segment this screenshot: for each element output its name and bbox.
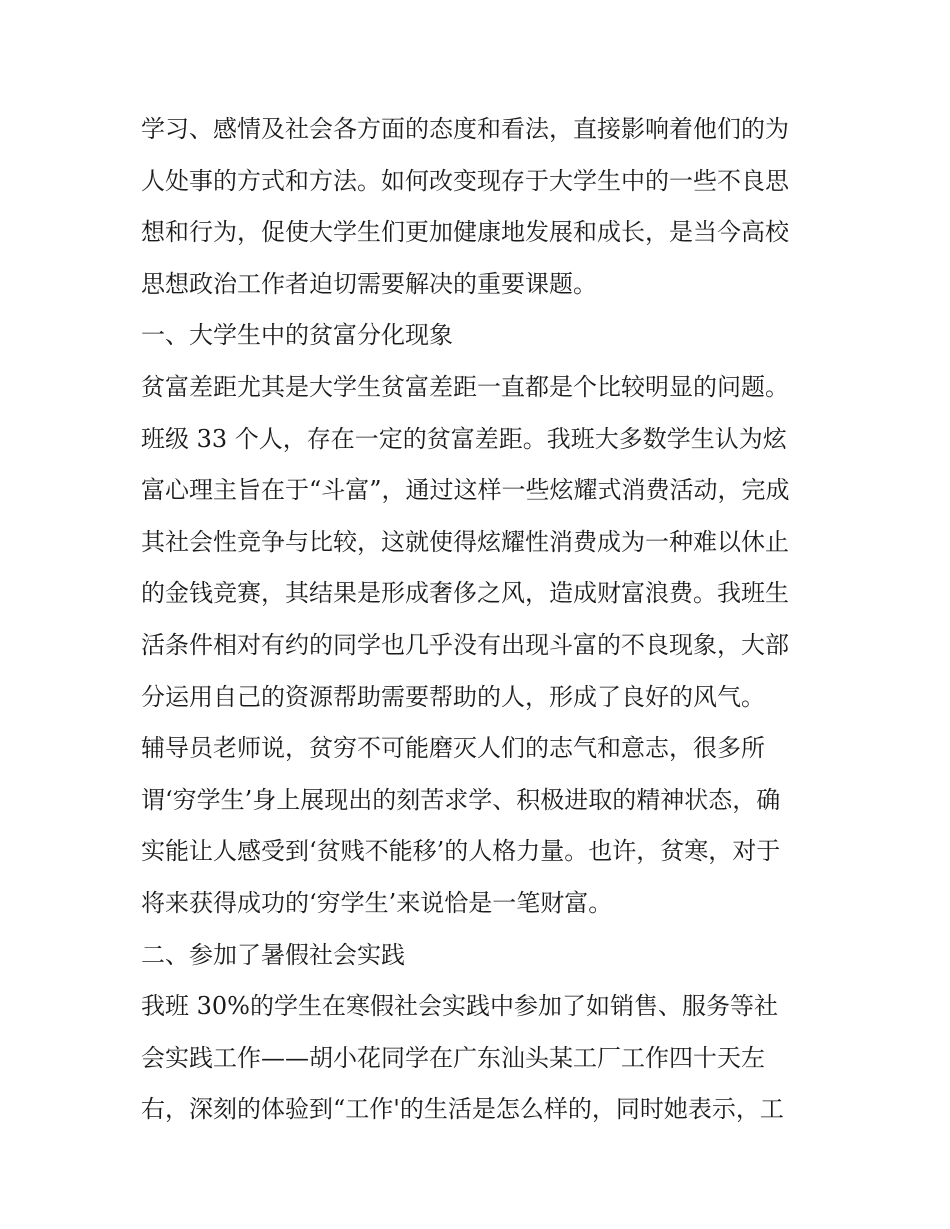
text-line: 富心理主旨在于“斗富”，通过这样一些炫耀式消费活动，完成 <box>141 476 790 505</box>
text-line: 想和行为，促使大学生们更加健康地发展和成长，是当今高校 <box>141 218 789 247</box>
document-body <box>141 104 821 1136</box>
text-line: 活条件相对有约的同学也几乎没有出现斗富的不良现象，大部 <box>141 630 789 659</box>
text-line: 将来获得成功的‘穷学生’来说恰是一笔财富。 <box>141 888 613 917</box>
text-line: 学习、感情及社会各方面的态度和看法，直接影响着他们的为 <box>141 115 789 143</box>
text-line: 贫富差距尤其是大学生贫富差距一直都是个比较明显的问题。 <box>141 372 789 401</box>
section-heading: 一、大学生中的贫富分化现象 <box>141 321 453 350</box>
text-line: 其社会性竞争与比较，这就使得炫耀性消费成为一种难以休止 <box>141 527 789 556</box>
text-line: 实能让人感受到‘贫贱不能移’的人格力量。也许，贫寒，对于 <box>141 837 781 866</box>
text-line: 人处事的方式和方法。如何改变现存于大学生中的一些不良思 <box>141 166 789 195</box>
text-line: 辅导员老师说，贫穷不可能磨灭人们的志气和意志，很多所 <box>141 734 765 763</box>
section-heading: 二、参加了暑假社会实践 <box>141 940 405 969</box>
text-line: 会实践工作——胡小花同学在广东汕头某工厂工作四十天左 <box>141 1043 765 1072</box>
text-line: 思想政治工作者迫切需要解决的重要课题。 <box>141 269 597 298</box>
text-line: 右，深刻的体验到“工作'的生活是怎么样的，同时她表示，工 <box>141 1095 784 1124</box>
text-line: 谓‘穷学生’身上展现出的刻苦求学、积极进取的精神状态，确 <box>141 785 781 814</box>
text-line: 班级 33 个人，存在一定的贫富差距。我班大多数学生认为炫 <box>141 424 787 453</box>
text-line: 的金钱竞赛，其结果是形成奢侈之风，造成财富浪费。我班生 <box>141 579 789 608</box>
text-line: 分运用自己的资源帮助需要帮助的人，形成了良好的风气。 <box>141 682 765 711</box>
text-line: 我班 30%的学生在寒假社会实践中参加了如销售、服务等社 <box>141 992 778 1021</box>
